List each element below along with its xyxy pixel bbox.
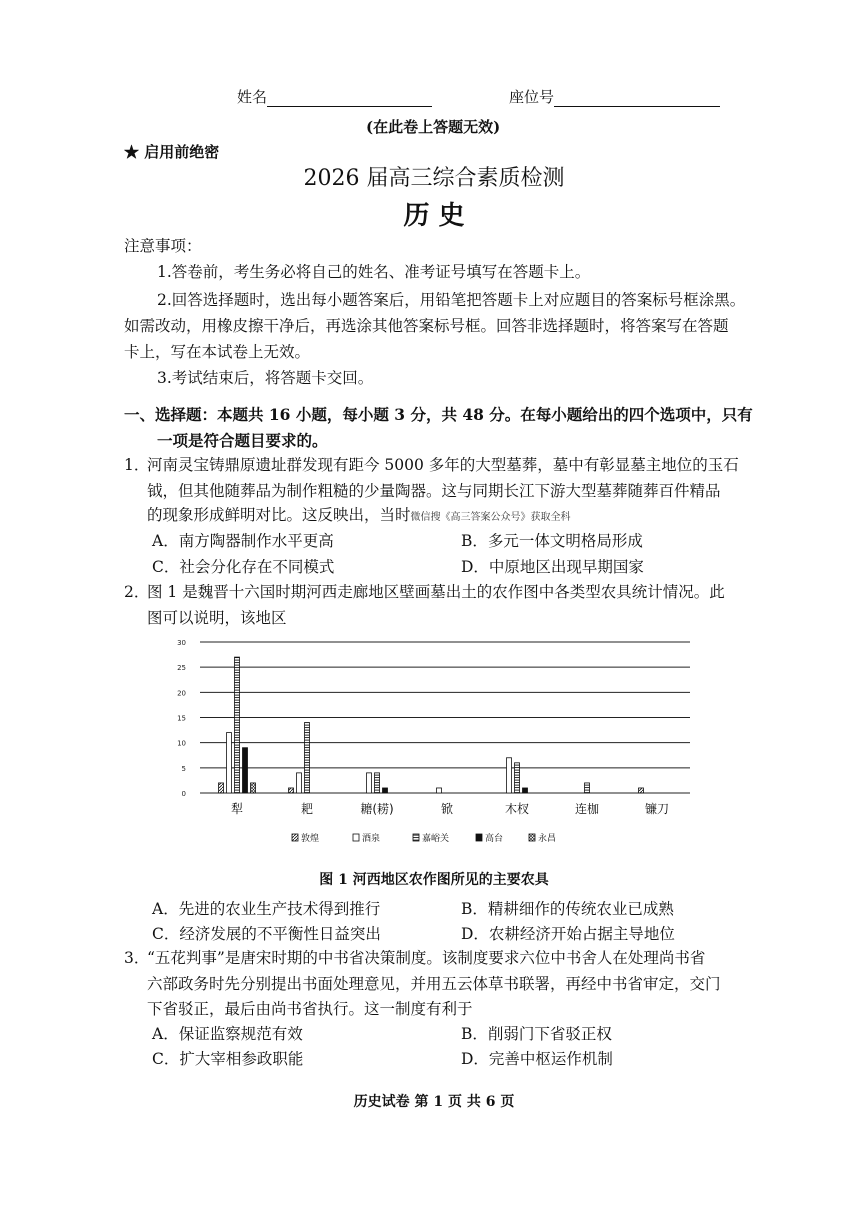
bar-酒泉-锨 — [437, 788, 442, 793]
q2-option-a[interactable]: A．先进的农业生产技术得到推行 — [152, 900, 381, 918]
bar-敦煌-犁 — [219, 783, 224, 793]
q3-number: 3． — [124, 949, 150, 967]
bar-嘉峪关-木杈 — [515, 763, 520, 793]
legend-label: 永昌 — [538, 834, 557, 844]
y-tick-label: 10 — [177, 739, 186, 748]
q2-line-2: 图可以说明，该地区 — [147, 609, 287, 627]
notice-item-2-line-2: 如需改动，用橡皮擦干净后，再选涂其他答案标号框。回答非选择题时，将答案写在答题 — [124, 317, 729, 335]
section-heading-line-2: 一项是符合题目要求的。 — [157, 431, 328, 450]
q3-option-b[interactable]: B．削弱门下省驳正权 — [461, 1025, 612, 1043]
name-label: 姓名 — [237, 88, 268, 106]
q2-line-1: 图 1 是魏晋十六国时期河西走廊地区壁画墓出土的农作图中各类型农具统计情况。此 — [147, 583, 725, 601]
bar-永昌-犁 — [251, 783, 256, 793]
x-tick-label: 连枷 — [574, 802, 600, 816]
notice-item-3: 3.考试结束后，将答题卡交回。 — [157, 369, 374, 387]
invalid-note: (在此卷上答题无效) — [366, 118, 501, 136]
bar-高台-犁 — [243, 748, 248, 793]
q1-line-3-text: 的现象形成鲜明对比。这反映出，当时 — [147, 506, 411, 524]
name-blank — [267, 106, 432, 107]
subject-title: 历 史 — [403, 201, 465, 231]
seat-label: 座位号 — [509, 88, 555, 106]
notice-item-1: 1.答卷前，考生务必将自己的姓名、准考证号填写在答题卡上。 — [157, 263, 591, 281]
secret-mark: ★ 启用前绝密 — [124, 143, 220, 161]
x-tick-label: 耱(耢) — [360, 802, 394, 816]
y-tick-label: 30 — [177, 639, 186, 647]
legend-swatch — [353, 834, 359, 841]
notice-title: 注意事项： — [124, 237, 202, 255]
y-tick-label: 0 — [181, 790, 186, 798]
q3-line-3: 下省驳正，最后由尚书省执行。这一制度有利于 — [147, 1000, 473, 1018]
bar-酒泉-犁 — [227, 733, 232, 793]
bar-高台-耱(耢) — [383, 788, 388, 793]
y-tick-label: 15 — [177, 714, 186, 723]
y-tick-label: 5 — [181, 764, 186, 773]
notice-item-2-line-1: 2.回答选择题时，选出每小题答案后，用铅笔把答题卡上对应题目的答案标号框涂黑。 — [157, 291, 746, 309]
q1-line-1: 河南灵宝铸鼎原遗址群发现有距今 5000 多年的大型墓葬，墓中有彰显墓主地位的玉石 — [147, 456, 739, 474]
q3-option-d[interactable]: D．完善中枢运作机制 — [461, 1050, 613, 1068]
q3-line-1: “五花判事”是唐宋时期的中书省决策制度。该制度要求六位中书舍人在处理尚书省 — [147, 949, 706, 967]
legend-swatch — [476, 834, 482, 841]
legend-label: 敦煌 — [301, 834, 320, 844]
bar-嘉峪关-耙 — [305, 723, 310, 793]
x-tick-label: 锨 — [440, 802, 454, 816]
bar-嘉峪关-耱(耢) — [375, 773, 380, 793]
q2-option-c[interactable]: C．经济发展的不平衡性日益突出 — [152, 925, 381, 943]
bar-酒泉-耙 — [297, 773, 302, 793]
bar-嘉峪关-犁 — [235, 657, 240, 793]
q1-number: 1． — [124, 456, 150, 474]
q2-option-b[interactable]: B．精耕细作的传统农业已成熟 — [461, 900, 674, 918]
page-footer: 历史试卷 第 1 页 共 6 页 — [353, 1094, 515, 1110]
bar-嘉峪关-连枷 — [585, 783, 590, 793]
q1-watermark: 微信搜《高三答案公众号》获取全科 — [410, 512, 571, 523]
name-field — [237, 86, 432, 107]
legend-swatch — [529, 834, 535, 841]
q3-line-2: 六部政务时先分别提出书面处理意见，并用五云体草书联署，再经中书省审定，交门 — [147, 975, 721, 993]
notice-item-2-line-3: 卡上，写在本试卷上无效。 — [124, 343, 311, 361]
q1-option-a[interactable]: A．南方陶器制作水平更高 — [152, 532, 334, 550]
section-heading-line-1: 一、选择题：本题共 16 小题，每小题 3 分，共 48 分。在每小题给出的四个选项中，只有 — [124, 405, 753, 424]
legend-label: 酒泉 — [362, 834, 381, 844]
q1-line-3 — [147, 502, 571, 531]
bar-酒泉-木杈 — [507, 758, 512, 793]
legend-swatch — [292, 834, 298, 841]
legend-label: 高台 — [485, 834, 504, 844]
y-tick-label: 20 — [177, 689, 186, 698]
seat-blank — [554, 106, 720, 107]
seat-field — [509, 86, 720, 107]
q2-number: 2． — [124, 583, 150, 601]
q1-line-2: 钺，但其他随葬品为制作粗糙的少量陶器。这与同期长江下游大型墓葬随葬百件精品 — [147, 482, 721, 500]
x-tick-label: 镰刀 — [644, 802, 670, 816]
q2-option-d[interactable]: D．农耕经济开始占据主导地位 — [461, 925, 675, 943]
bar-敦煌-镰刀 — [639, 788, 644, 793]
y-tick-label: 25 — [177, 664, 186, 673]
x-tick-label: 耙 — [300, 802, 314, 816]
x-tick-label: 犁 — [230, 802, 244, 816]
q1-option-c[interactable]: C．社会分化存在不同模式 — [152, 558, 335, 576]
farm-tools-bar-chart — [0, 632, 868, 862]
q1-option-d[interactable]: D．中原地区出现早期国家 — [461, 558, 644, 576]
figure-caption: 图 1 河西地区农作图所见的主要农具 — [319, 872, 549, 888]
q3-option-a[interactable]: A．保证监察规范有效 — [152, 1025, 303, 1043]
bar-高台-木杈 — [523, 788, 528, 793]
legend-label: 嘉峪关 — [422, 834, 450, 844]
legend-swatch — [413, 834, 419, 841]
bar-酒泉-耱(耢) — [367, 773, 372, 793]
q1-option-b[interactable]: B．多元一体文明格局形成 — [461, 532, 643, 550]
x-tick-label: 木杈 — [504, 802, 530, 816]
exam-title: 2026 届高三综合素质检测 — [303, 166, 565, 191]
q3-option-c[interactable]: C．扩大宰相参政职能 — [152, 1050, 304, 1068]
bar-敦煌-耙 — [289, 788, 294, 793]
